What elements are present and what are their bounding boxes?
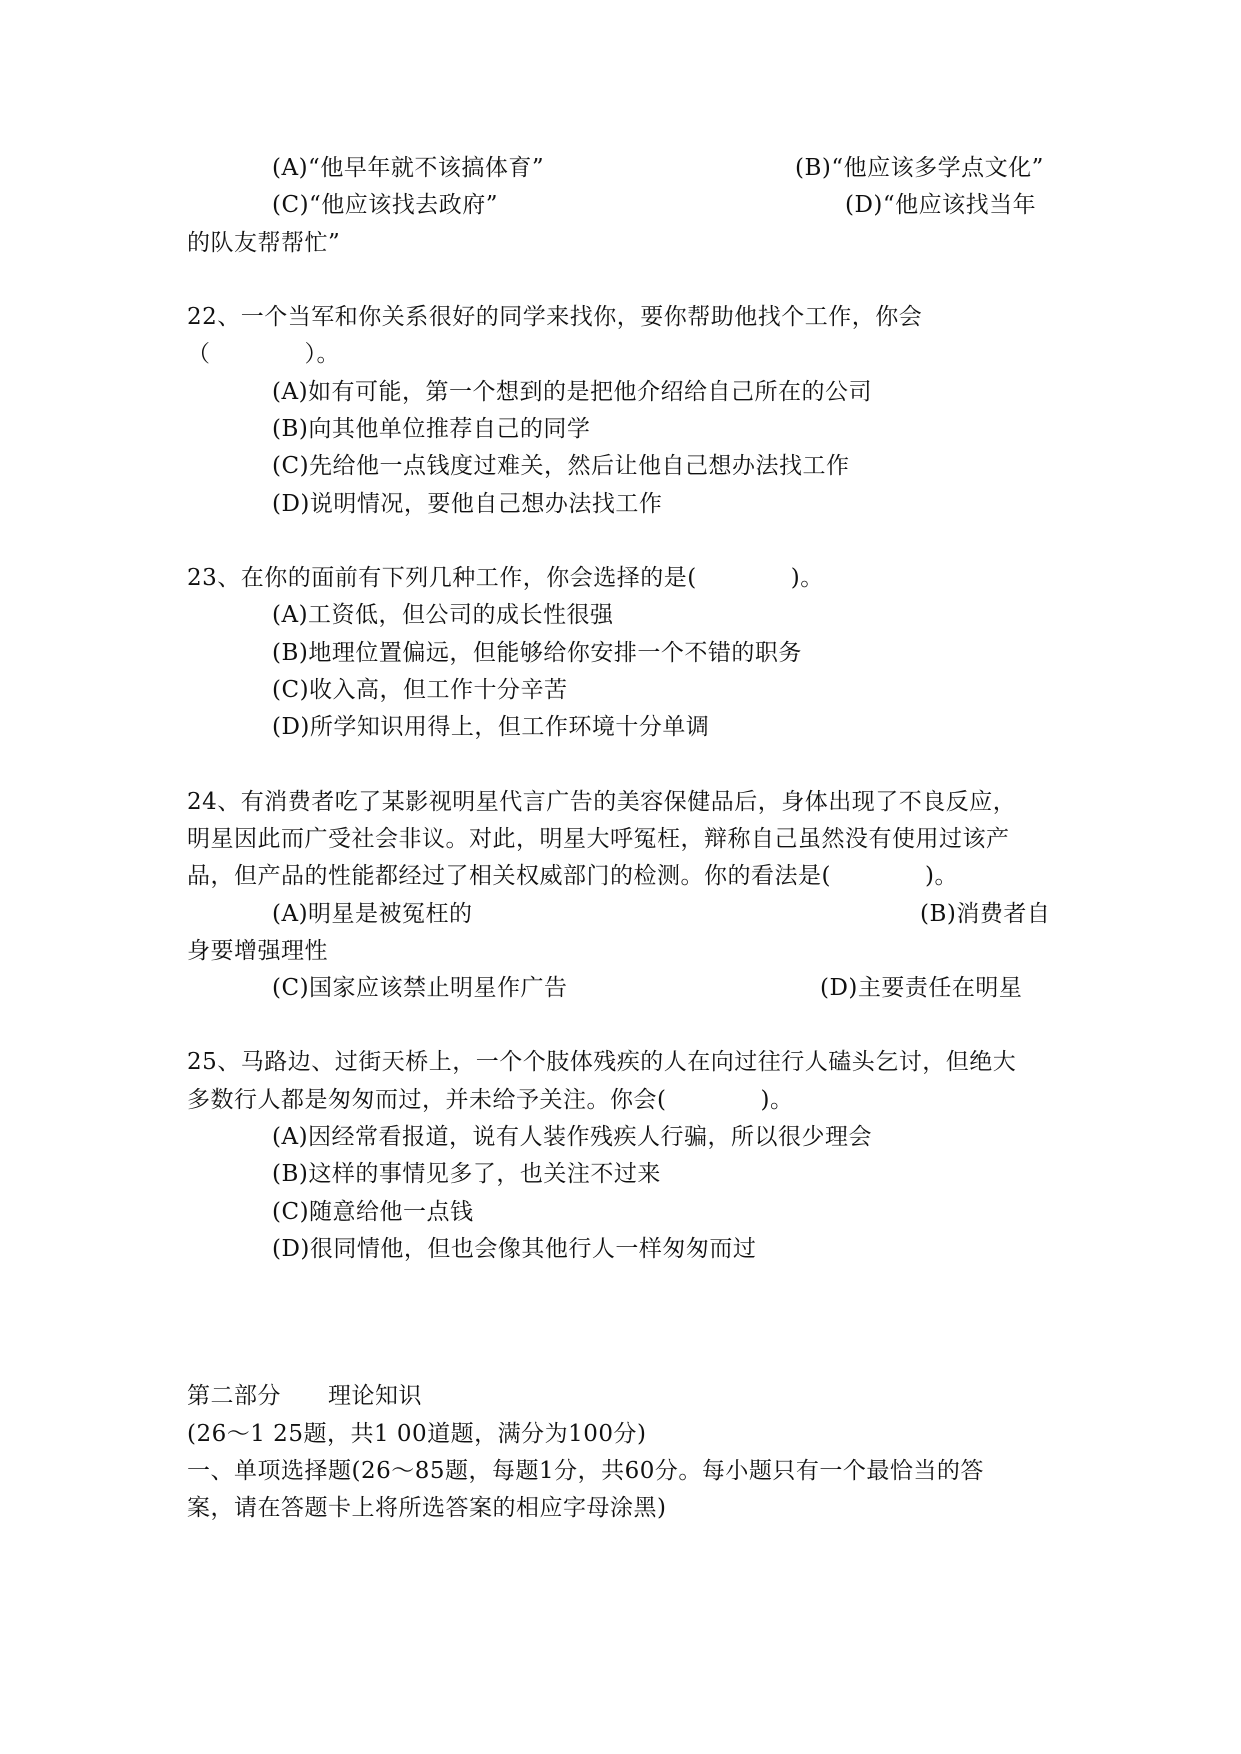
q25-stem-line-2: 多数行人都是匆匆而过，并未给予关注。你会( )。 — [187, 1087, 794, 1113]
q21-option-d-continued: 的队友帮帮忙” — [187, 230, 341, 256]
q25-option-a: (A)因经常看报道，说有人装作残疾人行骗，所以很少理会 — [272, 1124, 873, 1150]
q21-option-c: (C)“他应该找去政府” — [272, 192, 499, 218]
q22-option-c: (C)先给他一点钱度过难关，然后让他自己想办法找工作 — [272, 453, 850, 479]
q24-option-b-continued: 身要增强理性 — [187, 938, 328, 964]
q25-option-d: (D)很同情他，但也会像其他行人一样匆匆而过 — [272, 1236, 757, 1262]
q24-option-b: (B)消费者自 — [920, 901, 1051, 927]
q22-stem-blank: （ ）。 — [187, 341, 340, 367]
part2-heading: 第二部分 理论知识 — [187, 1383, 422, 1409]
section-instructions-line-1: 一、单项选择题(26～85题，每题1分，共60分。每小题只有一个最恰当的答 — [187, 1458, 984, 1484]
q23-option-a: (A)工资低，但公司的成长性很强 — [272, 602, 614, 628]
q23-option-d: (D)所学知识用得上，但工作环境十分单调 — [272, 714, 710, 740]
q24-stem-line-2: 明星因此而广受社会非议。对此，明星大呼冤枉，辩称自己虽然没有使用过该产 — [187, 826, 1010, 852]
q24-stem-line-1: 24、有消费者吃了某影视明星代言广告的美容保健品后，身体出现了不良反应， — [187, 789, 1017, 815]
q22-option-b: (B)向其他单位推荐自己的同学 — [272, 416, 591, 442]
q25-option-b: (B)这样的事情见多了，也关注不过来 — [272, 1161, 661, 1187]
q24-option-a: (A)明星是被冤枉的 — [272, 901, 473, 927]
q25-option-c: (C)随意给他一点钱 — [272, 1199, 474, 1225]
q23-stem: 23、在你的面前有下列几种工作，你会选择的是( )。 — [187, 565, 824, 591]
q22-option-d: (D)说明情况，要他自己想办法找工作 — [272, 491, 663, 517]
q21-option-d: (D)“他应该找当年 — [845, 192, 1037, 218]
q24-stem-line-3: 品，但产品的性能都经过了相关权威部门的检测。你的看法是( )。 — [187, 863, 958, 889]
section-instructions-line-2: 案，请在答题卡上将所选答案的相应字母涂黑) — [187, 1495, 667, 1521]
q21-option-b: (B)“他应该多学点文化” — [795, 155, 1044, 181]
q24-option-d: (D)主要责任在明星 — [820, 975, 1023, 1001]
q22-option-a: (A)如有可能，第一个想到的是把他介绍给自己所在的公司 — [272, 379, 873, 405]
q23-option-c: (C)收入高，但工作十分辛苦 — [272, 677, 568, 703]
q21-option-a: (A)“他早年就不该搞体育” — [272, 155, 545, 181]
q23-option-b: (B)地理位置偏远，但能够给你安排一个不错的职务 — [272, 640, 802, 666]
q24-option-c: (C)国家应该禁止明星作广告 — [272, 975, 568, 1001]
part2-range: (26～1 25题，共1 00道题，满分为100分) — [187, 1421, 647, 1447]
q25-stem-line-1: 25、马路边、过街天桥上，一个个肢体残疾的人在向过往行人磕头乞讨，但绝大 — [187, 1049, 1017, 1075]
q22-stem: 22、一个当军和你关系很好的同学来找你，要你帮助他找个工作，你会 — [187, 304, 923, 330]
